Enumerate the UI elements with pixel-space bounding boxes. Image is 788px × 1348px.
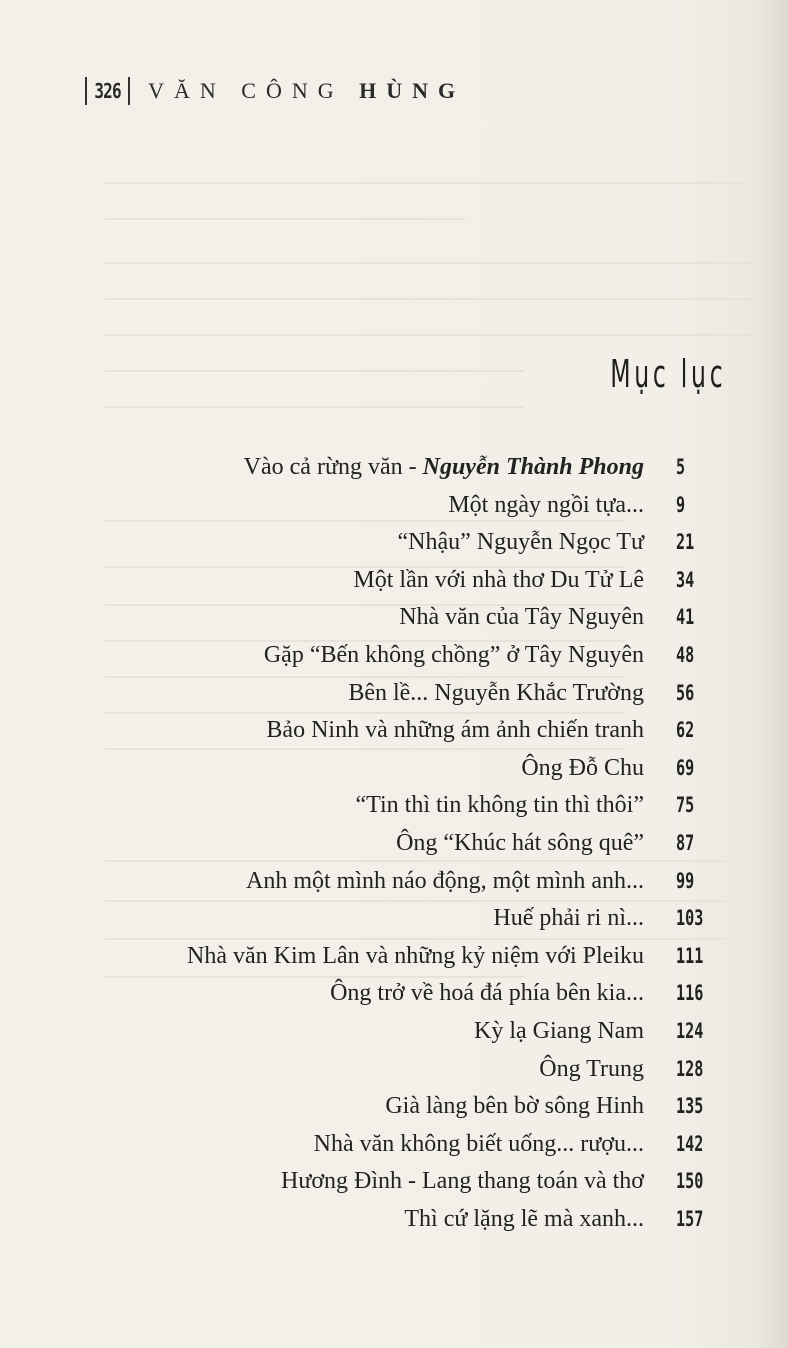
toc-entry xyxy=(0,1127,788,1161)
toc-entry-page-number: 111 xyxy=(676,943,704,968)
toc-entry-title xyxy=(493,901,644,935)
toc-entry-title xyxy=(353,563,644,597)
toc-entry xyxy=(0,488,788,522)
toc-entry xyxy=(0,450,788,484)
toc-entry-title xyxy=(246,864,644,898)
toc-entry-text: Ông trở về hoá đá phía bên kia... xyxy=(330,980,644,1007)
toc-entry-title xyxy=(244,450,644,484)
toc-entry-text: Nhà văn không biết uống... rượu... xyxy=(313,1130,644,1157)
bleed-through-line xyxy=(105,370,525,372)
toc-entry-text: Bảo Ninh và những ám ảnh chiến tranh xyxy=(266,717,644,744)
toc-entry-text: Một lần với nhà thơ Du Tử Lê xyxy=(353,566,644,593)
toc-entry-title xyxy=(521,751,644,785)
toc-entry-page-number: 150 xyxy=(676,1169,704,1194)
author-given-name: VĂN CÔNG xyxy=(148,78,344,103)
toc-entry-title xyxy=(404,1202,644,1236)
header-divider xyxy=(85,77,87,105)
toc-entry-page-number: 116 xyxy=(676,981,704,1006)
page-number: 326 xyxy=(94,79,121,103)
toc-entry-text: Hương Đình - Lang thang toán và thơ xyxy=(281,1168,644,1195)
toc-entry-page-number: 34 xyxy=(676,567,695,592)
toc-entry-title xyxy=(474,1014,644,1048)
toc-entry-page-number: 142 xyxy=(676,1131,704,1156)
toc-entry-text: Già làng bên bờ sông Hinh xyxy=(385,1093,644,1120)
toc-entry-title xyxy=(399,600,644,634)
toc-entry-title xyxy=(348,676,644,710)
bleed-through-line xyxy=(105,182,745,184)
toc-entry xyxy=(0,976,788,1010)
toc-entry-text: Vào cả rừng văn - xyxy=(243,454,423,480)
toc-entry-text: Huế phải ri nì... xyxy=(493,905,644,932)
toc-entry xyxy=(0,1202,788,1236)
toc-entry-page-number: 5 xyxy=(676,455,686,479)
toc-entry-text: Ông Trung xyxy=(539,1055,644,1082)
bleed-through-line xyxy=(105,860,725,862)
toc-entry-author: Nguyễn Thành Phong xyxy=(422,454,644,480)
toc-entry-page-number: 9 xyxy=(676,492,686,517)
toc-entry xyxy=(0,1164,788,1198)
toc-entry-page-number: 103 xyxy=(676,906,704,931)
toc-entry-text: Nhà văn của Tây Nguyên xyxy=(399,604,644,631)
toc-entry xyxy=(0,864,788,898)
toc-entry xyxy=(0,638,788,672)
toc-entry-page-number: 41 xyxy=(676,605,695,630)
bleed-through-line xyxy=(105,298,755,300)
toc-entry-text: Thì cứ lặng lẽ mà xanh... xyxy=(404,1206,644,1232)
toc-entry-text: Ông Đỗ Chu xyxy=(521,754,644,781)
toc-entry xyxy=(0,788,788,822)
toc-entry-title xyxy=(187,939,644,973)
toc-entry-title xyxy=(356,788,644,822)
bleed-through-line xyxy=(105,334,755,336)
toc-entry xyxy=(0,751,788,785)
bleed-through-line xyxy=(105,748,625,750)
toc-entry-title xyxy=(396,826,644,860)
toc-entry-page-number: 157 xyxy=(676,1207,704,1231)
toc-entry-title xyxy=(314,1127,644,1161)
toc-entry-title xyxy=(330,976,644,1010)
toc-entry-page-number: 48 xyxy=(676,643,695,667)
toc-entry-text: Gặp “Bến không chồng” ở Tây Nguyên xyxy=(263,642,644,668)
toc-entry-page-number: 75 xyxy=(676,793,695,818)
toc-entry-text: Anh một mình náo động, một mình anh... xyxy=(246,867,644,894)
toc-entry-page-number: 69 xyxy=(676,755,695,780)
toc-title: Mục lục xyxy=(609,352,726,396)
toc-entry-title xyxy=(281,1164,644,1198)
bleed-through-line xyxy=(105,406,525,408)
toc-entry xyxy=(0,525,788,559)
toc-entry-text: Nhà văn Kim Lân và những kỷ niệm với Pleiku xyxy=(187,942,644,969)
toc-entry xyxy=(0,600,788,634)
toc-entry-page-number: 21 xyxy=(676,530,695,555)
toc-entry-title xyxy=(266,713,644,747)
toc-entry-page-number: 62 xyxy=(676,718,695,743)
toc-entry-page-number: 124 xyxy=(676,1019,704,1043)
toc-entry xyxy=(0,1014,788,1048)
toc-entry-page-number: 128 xyxy=(676,1056,704,1081)
bleed-through-line xyxy=(105,262,755,264)
toc-entry-text: Một ngày ngồi tựa... xyxy=(448,491,644,518)
toc-entry-page-number: 87 xyxy=(676,831,695,855)
toc-entry xyxy=(0,939,788,973)
author-surname: HÙNG xyxy=(359,78,466,103)
toc-entry-text: “Tin thì tin không tin thì thôi” xyxy=(355,792,644,819)
toc-entry xyxy=(0,563,788,597)
toc-entry xyxy=(0,901,788,935)
toc-entry-title xyxy=(398,525,645,559)
toc-entry-page-number: 99 xyxy=(676,868,695,893)
toc-entry-title xyxy=(539,1052,644,1086)
toc-entry-text: Bên lề... Nguyễn Khắc Trường xyxy=(348,679,644,706)
toc-entry xyxy=(0,1052,788,1086)
header-divider xyxy=(128,77,130,105)
toc-entry-page-number: 135 xyxy=(676,1094,704,1119)
toc-entry-title xyxy=(448,488,644,522)
toc-entry-page-number: 56 xyxy=(676,680,695,705)
author-name xyxy=(148,78,465,104)
toc-entry xyxy=(0,713,788,747)
toc-entry-title xyxy=(264,638,644,672)
running-header xyxy=(85,74,465,108)
toc-entry xyxy=(0,1089,788,1123)
toc-entry-text: Ông “Khúc hát sông quê” xyxy=(396,830,644,856)
toc-entry-title xyxy=(385,1089,644,1123)
toc-entry-text: “Nhậu” Nguyễn Ngọc Tư xyxy=(397,529,644,556)
bleed-through-line xyxy=(105,218,465,220)
toc-entry xyxy=(0,676,788,710)
toc-entry-text: Kỳ lạ Giang Nam xyxy=(474,1018,644,1044)
toc-entry xyxy=(0,826,788,860)
